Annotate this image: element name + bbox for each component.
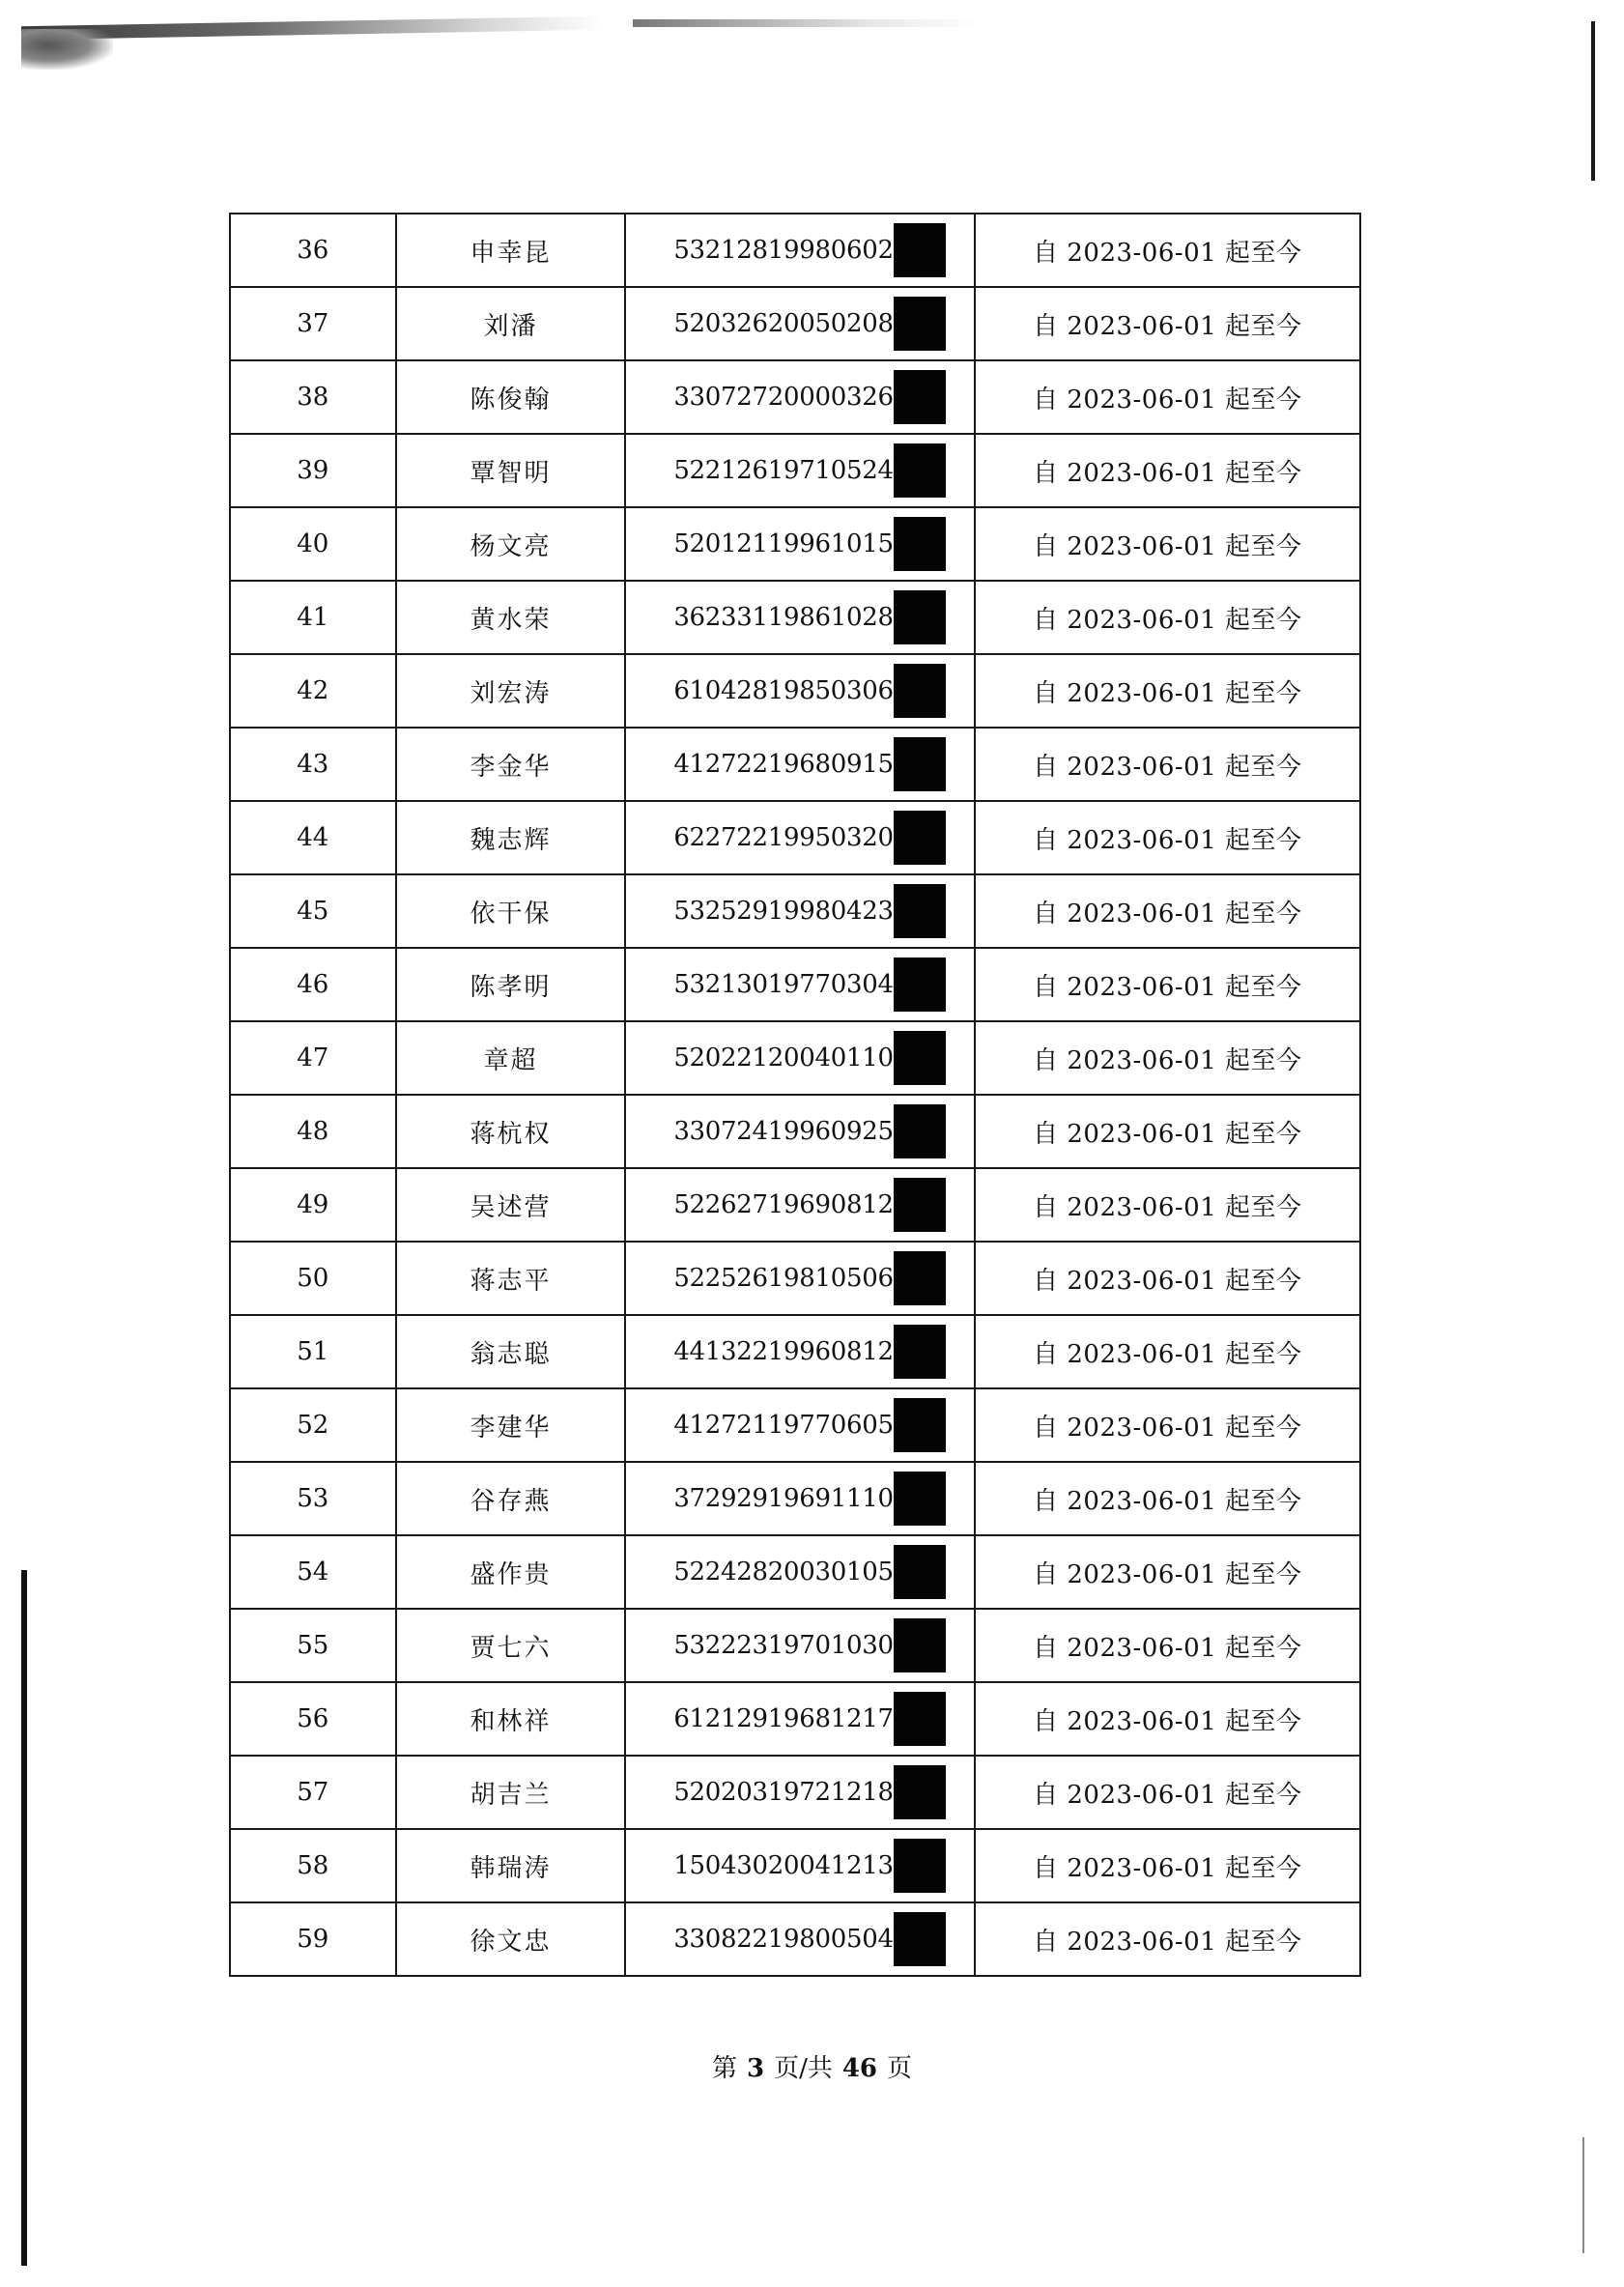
table-row [230, 801, 1360, 874]
row-period-cell [975, 948, 1360, 1021]
person-name: 刘潘 [483, 311, 538, 341]
row-number: 48 [230, 1095, 396, 1168]
period-text: 自 2023-06-01 起至今 [1033, 1266, 1302, 1296]
row-period-cell [975, 1535, 1360, 1609]
person-name: 徐文忠 [470, 1927, 552, 1957]
table-row [230, 728, 1360, 801]
table-row [230, 1021, 1360, 1095]
redaction-block [894, 1178, 946, 1232]
table-row [230, 948, 1360, 1021]
person-name: 杨文亮 [470, 531, 552, 561]
redaction-block [894, 590, 946, 644]
row-id-cell [625, 1756, 974, 1829]
table-row [230, 1462, 1360, 1535]
id-number-group [673, 1398, 945, 1452]
row-period-cell [975, 654, 1360, 728]
row-name-cell [396, 728, 626, 801]
id-number: 44132219960812 [673, 1337, 894, 1366]
row-id-cell [625, 214, 974, 287]
row-id-cell [625, 1242, 974, 1315]
id-number-group [673, 370, 945, 424]
row-period-cell [975, 874, 1360, 948]
row-id-cell [625, 874, 974, 948]
row-period-cell [975, 1902, 1360, 1976]
id-number-group [673, 884, 945, 938]
redaction-block [894, 1104, 946, 1158]
row-id-cell [625, 801, 974, 874]
period-text: 自 2023-06-01 起至今 [1033, 311, 1302, 341]
row-period-cell [975, 507, 1360, 581]
id-number-group [673, 664, 945, 718]
id-number-group [673, 223, 945, 277]
row-name-cell [396, 1756, 626, 1829]
redaction-block [894, 1251, 946, 1305]
person-name: 覃智明 [470, 458, 552, 488]
redaction-block [894, 1398, 946, 1452]
period-text: 自 2023-06-01 起至今 [1033, 678, 1302, 708]
row-id-cell [625, 507, 974, 581]
person-name: 翁志聪 [470, 1339, 552, 1369]
row-number: 49 [230, 1168, 396, 1242]
period-text: 自 2023-06-01 起至今 [1033, 1633, 1302, 1663]
scan-artifact-bottom-right [1582, 2137, 1584, 2253]
id-number: 52262719690812 [673, 1190, 894, 1219]
row-name-cell [396, 948, 626, 1021]
table-body [230, 214, 1360, 1976]
id-number-group [673, 297, 945, 351]
row-number: 39 [230, 434, 396, 507]
row-number: 52 [230, 1388, 396, 1462]
personnel-table [229, 213, 1361, 1977]
row-number: 41 [230, 581, 396, 654]
row-name-cell [396, 1682, 626, 1756]
row-number: 47 [230, 1021, 396, 1095]
row-name-cell [396, 507, 626, 581]
table-row [230, 1315, 1360, 1388]
row-id-cell [625, 1168, 974, 1242]
period-text: 自 2023-06-01 起至今 [1033, 1486, 1302, 1516]
id-number-group [673, 1472, 945, 1526]
row-number: 53 [230, 1462, 396, 1535]
footer-prefix: 第 [711, 2054, 737, 2083]
person-name: 李建华 [470, 1413, 552, 1443]
table-row [230, 1829, 1360, 1902]
id-number: 52252619810506 [673, 1264, 894, 1293]
row-number: 55 [230, 1609, 396, 1682]
id-number-group [673, 517, 945, 571]
id-number-group [673, 1912, 945, 1966]
redaction-block [894, 223, 946, 277]
row-period-cell [975, 1168, 1360, 1242]
id-number-group [673, 1178, 945, 1232]
id-number-group [673, 1031, 945, 1085]
redaction-block [894, 811, 946, 865]
person-name: 胡吉兰 [470, 1780, 552, 1810]
row-period-cell [975, 1095, 1360, 1168]
table-row [230, 1242, 1360, 1315]
row-id-cell [625, 728, 974, 801]
period-text: 自 2023-06-01 起至今 [1033, 825, 1302, 855]
redaction-block [894, 958, 946, 1012]
redaction-block [894, 1545, 946, 1599]
row-period-cell [975, 1829, 1360, 1902]
row-id-cell [625, 434, 974, 507]
row-name-cell [396, 360, 626, 434]
row-id-cell [625, 360, 974, 434]
period-text: 自 2023-06-01 起至今 [1033, 1119, 1302, 1149]
row-name-cell [396, 1168, 626, 1242]
row-number: 38 [230, 360, 396, 434]
period-text: 自 2023-06-01 起至今 [1033, 1853, 1302, 1883]
row-name-cell [396, 1315, 626, 1388]
table-row [230, 1095, 1360, 1168]
redaction-block [894, 1692, 946, 1746]
table-row [230, 654, 1360, 728]
period-text: 自 2023-06-01 起至今 [1033, 752, 1302, 782]
table-row [230, 1609, 1360, 1682]
table-row [230, 1902, 1360, 1976]
row-id-cell [625, 1535, 974, 1609]
row-name-cell [396, 1021, 626, 1095]
footer-suffix: 页 [887, 2054, 913, 2083]
period-text: 自 2023-06-01 起至今 [1033, 1339, 1302, 1369]
row-id-cell [625, 287, 974, 360]
redaction-block [894, 297, 946, 351]
row-period-cell [975, 1242, 1360, 1315]
row-name-cell [396, 287, 626, 360]
row-number: 36 [230, 214, 396, 287]
id-number-group [673, 1839, 945, 1893]
row-name-cell [396, 214, 626, 287]
redaction-block [894, 664, 946, 718]
table-row [230, 581, 1360, 654]
period-text: 自 2023-06-01 起至今 [1033, 1413, 1302, 1443]
id-number: 53252919980423 [673, 897, 894, 926]
table-row [230, 1388, 1360, 1462]
row-number: 57 [230, 1756, 396, 1829]
footer-middle: 页/共 [774, 2054, 833, 2083]
row-number: 44 [230, 801, 396, 874]
row-period-cell [975, 287, 1360, 360]
id-number: 62272219950320 [673, 823, 894, 852]
row-number: 42 [230, 654, 396, 728]
row-period-cell [975, 434, 1360, 507]
id-number-group [673, 1325, 945, 1379]
row-name-cell [396, 581, 626, 654]
redaction-block [894, 1472, 946, 1526]
person-name: 蒋志平 [470, 1266, 552, 1296]
row-number: 59 [230, 1902, 396, 1976]
id-number-group [673, 958, 945, 1012]
period-text: 自 2023-06-01 起至今 [1033, 605, 1302, 635]
table-row [230, 1682, 1360, 1756]
row-name-cell [396, 654, 626, 728]
id-number: 61042819850306 [673, 676, 894, 705]
id-number: 52022120040110 [673, 1043, 894, 1072]
table-row [230, 1756, 1360, 1829]
scan-artifact-corner [21, 29, 113, 70]
person-name: 吴述营 [470, 1192, 552, 1222]
row-id-cell [625, 1829, 974, 1902]
period-text: 自 2023-06-01 起至今 [1033, 458, 1302, 488]
row-id-cell [625, 1388, 974, 1462]
row-period-cell [975, 1462, 1360, 1535]
row-number: 50 [230, 1242, 396, 1315]
row-name-cell [396, 1902, 626, 1976]
row-number: 37 [230, 287, 396, 360]
row-period-cell [975, 1756, 1360, 1829]
row-name-cell [396, 1829, 626, 1902]
id-number: 41272119770605 [673, 1411, 894, 1440]
row-id-cell [625, 654, 974, 728]
row-name-cell [396, 434, 626, 507]
row-id-cell [625, 1021, 974, 1095]
table-row [230, 434, 1360, 507]
id-number: 33072419960925 [673, 1117, 894, 1146]
person-name: 章超 [483, 1045, 538, 1075]
row-name-cell [396, 1388, 626, 1462]
row-number: 43 [230, 728, 396, 801]
period-text: 自 2023-06-01 起至今 [1033, 1559, 1302, 1589]
scan-artifact-top [633, 19, 981, 27]
row-name-cell [396, 1462, 626, 1535]
period-text: 自 2023-06-01 起至今 [1033, 1706, 1302, 1736]
id-number-group [673, 811, 945, 865]
redaction-block [894, 1765, 946, 1819]
scan-artifact-right-edge [1591, 21, 1595, 181]
row-name-cell [396, 874, 626, 948]
person-name: 谷存燕 [470, 1486, 552, 1516]
period-text: 自 2023-06-01 起至今 [1033, 1045, 1302, 1075]
period-text: 自 2023-06-01 起至今 [1033, 531, 1302, 561]
id-number: 52242820030105 [673, 1558, 894, 1587]
period-text: 自 2023-06-01 起至今 [1033, 899, 1302, 929]
id-number: 53213019770304 [673, 970, 894, 999]
id-number-group [673, 737, 945, 791]
period-text: 自 2023-06-01 起至今 [1033, 1927, 1302, 1957]
id-number: 61212919681217 [673, 1704, 894, 1733]
id-number: 15043020041213 [673, 1851, 894, 1880]
row-id-cell [625, 1902, 974, 1976]
row-number: 54 [230, 1535, 396, 1609]
redaction-block [894, 884, 946, 938]
id-number-group [673, 1104, 945, 1158]
person-name: 和林祥 [470, 1706, 552, 1736]
period-text: 自 2023-06-01 起至今 [1033, 972, 1302, 1002]
person-name: 韩瑞涛 [470, 1853, 552, 1883]
row-id-cell [625, 948, 974, 1021]
row-name-cell [396, 1535, 626, 1609]
row-period-cell [975, 1609, 1360, 1682]
redaction-block [894, 1839, 946, 1893]
person-name: 蒋杭权 [470, 1119, 552, 1149]
period-text: 自 2023-06-01 起至今 [1033, 1780, 1302, 1810]
table-row [230, 874, 1360, 948]
person-name: 魏志辉 [470, 825, 552, 855]
footer-total-pages: 46 [841, 2054, 878, 2083]
row-id-cell [625, 1095, 974, 1168]
redaction-block [894, 1031, 946, 1085]
id-number-group [673, 1692, 945, 1746]
row-period-cell [975, 801, 1360, 874]
table-row [230, 360, 1360, 434]
id-number: 52032620050208 [673, 309, 894, 338]
id-number-group [673, 590, 945, 644]
row-number: 40 [230, 507, 396, 581]
row-period-cell [975, 360, 1360, 434]
row-name-cell [396, 1095, 626, 1168]
redaction-block [894, 737, 946, 791]
row-period-cell [975, 1388, 1360, 1462]
row-number: 51 [230, 1315, 396, 1388]
id-number: 52212619710524 [673, 456, 894, 485]
person-name: 陈孝明 [470, 972, 552, 1002]
row-period-cell [975, 1021, 1360, 1095]
id-number: 33082219800504 [673, 1925, 894, 1954]
id-number: 36233119861028 [673, 603, 894, 632]
table-row [230, 287, 1360, 360]
person-name: 黄水荣 [470, 605, 552, 635]
id-number: 41272219680915 [673, 750, 894, 779]
id-number: 33072720000326 [673, 383, 894, 412]
row-name-cell [396, 801, 626, 874]
id-number-group [673, 1765, 945, 1819]
table-row [230, 507, 1360, 581]
person-name: 李金华 [470, 752, 552, 782]
table-row [230, 1535, 1360, 1609]
row-number: 46 [230, 948, 396, 1021]
id-number-group [673, 1545, 945, 1599]
row-id-cell [625, 1682, 974, 1756]
footer-current-page: 3 [746, 2054, 765, 2083]
id-number-group [673, 1618, 945, 1672]
id-number-group [673, 443, 945, 498]
row-name-cell [396, 1609, 626, 1682]
row-id-cell [625, 1609, 974, 1682]
row-id-cell [625, 1462, 974, 1535]
id-number: 53222319701030 [673, 1631, 894, 1660]
page-footer [0, 2048, 1624, 2084]
redaction-block [894, 517, 946, 571]
period-text: 自 2023-06-01 起至今 [1033, 238, 1302, 268]
period-text: 自 2023-06-01 起至今 [1033, 1192, 1302, 1222]
person-name: 盛作贵 [470, 1559, 552, 1589]
period-text: 自 2023-06-01 起至今 [1033, 385, 1302, 415]
row-number: 58 [230, 1829, 396, 1902]
redaction-block [894, 443, 946, 498]
redaction-block [894, 1912, 946, 1966]
row-period-cell [975, 1315, 1360, 1388]
table-row [230, 214, 1360, 287]
row-name-cell [396, 1242, 626, 1315]
id-number: 52020319721218 [673, 1778, 894, 1807]
redaction-block [894, 1618, 946, 1672]
row-period-cell [975, 728, 1360, 801]
row-id-cell [625, 581, 974, 654]
id-number: 53212819980602 [673, 236, 894, 265]
id-number-group [673, 1251, 945, 1305]
person-name: 申幸昆 [470, 238, 552, 268]
scan-artifact-left-edge [21, 1570, 27, 2266]
row-period-cell [975, 214, 1360, 287]
table-row [230, 1168, 1360, 1242]
person-name: 贾七六 [470, 1633, 552, 1663]
redaction-block [894, 370, 946, 424]
person-name: 依干保 [470, 899, 552, 929]
row-period-cell [975, 1682, 1360, 1756]
redaction-block [894, 1325, 946, 1379]
id-number: 37292919691110 [673, 1484, 894, 1513]
row-period-cell [975, 581, 1360, 654]
person-name: 刘宏涛 [470, 678, 552, 708]
row-id-cell [625, 1315, 974, 1388]
row-number: 56 [230, 1682, 396, 1756]
row-number: 45 [230, 874, 396, 948]
person-name: 陈俊翰 [470, 385, 552, 415]
id-number: 52012119961015 [673, 529, 894, 558]
